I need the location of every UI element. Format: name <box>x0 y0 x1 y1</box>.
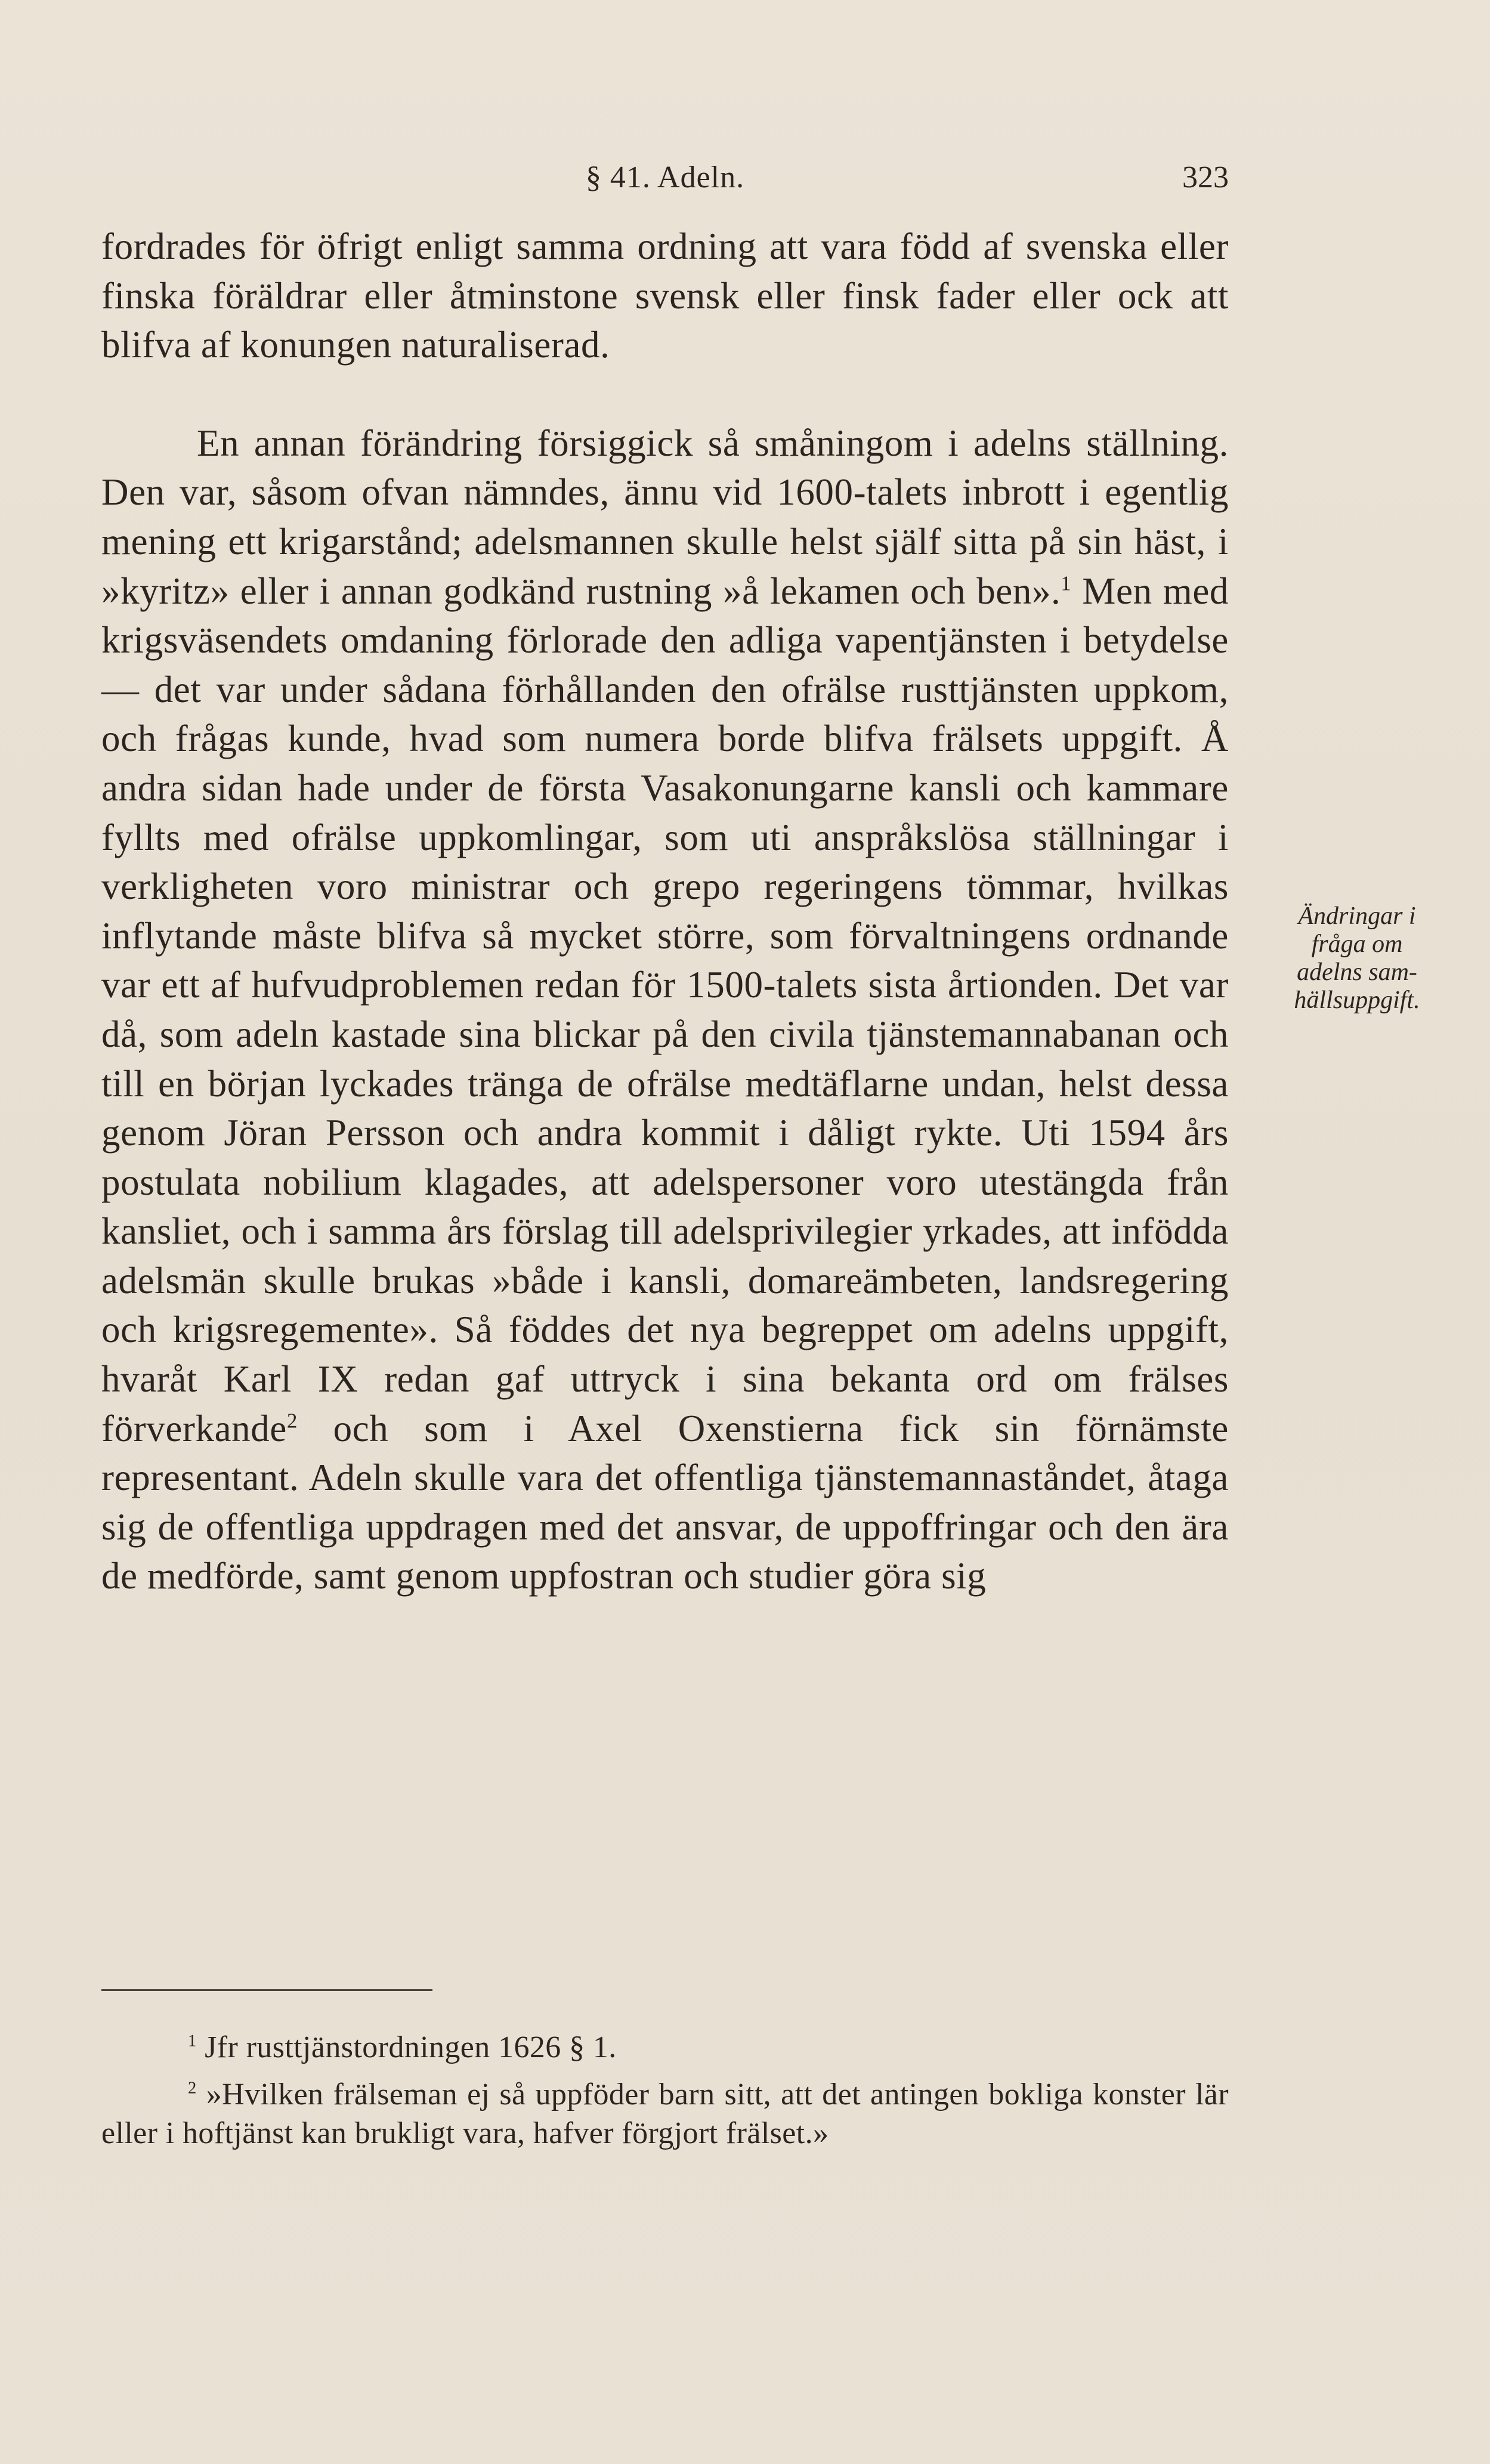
main-text <box>101 222 1229 1601</box>
footnotes <box>101 2028 1229 2161</box>
running-head <box>101 160 1229 208</box>
margin-note-line: hällsuppgift. <box>1294 987 1420 1014</box>
footnote-ref-1[interactable]: 1 <box>1061 572 1072 595</box>
footnote-text-2: »Hvilken frälseman ej så uppföder barn sitt, att det antingen bokliga konster lär eller i hoftjänst kan brukligt vara, hafver förgjort frälset.» <box>101 2077 1229 2150</box>
paragraph-text-part-3: och som i Axel Oxenstierna fick sin förnämste representant. Adeln skulle vara det offentliga tjänstemannaståndet, åtaga sig de offentliga uppdragen med det ansvar, de uppoffringar och den ära de medförde, samt genom uppfostran och studier göra sig <box>101 1407 1229 1597</box>
paragraph-text-part-1: En annan förändring försiggick så småningom i adelns ställning. Den var, såsom ofvan nämndes, ännu vid 1600-talets inbrott i egentlig mening ett krigarstånd; adelsmannen skulle helst själf sitta på sin häst, i »kyritz» eller i annan godkänd rustning »å lekamen och ben». <box>101 422 1229 612</box>
footnote-2 <box>101 2075 1229 2153</box>
footnote-ref-2[interactable]: 2 <box>286 1409 298 1433</box>
paragraph-continued: fordrades för öfrigt enligt samma ordning att vara född af svenska eller finska föräldrar eller åtminstone svensk eller finsk fader eller ock att blifva af konungen naturaliserad. <box>101 225 1229 366</box>
margin-note-line: fråga om <box>1311 930 1403 958</box>
paragraph-text-part-2: Men med krigsväsendets omdaning förlorade den adliga vapentjänsten i betydelse — det var under sådana förhållanden den ofrälse rusttjänsten uppkom, och frågas kunde, hvad som numera borde blifva frälsets uppgift. Å andra sidan hade under de första Vasakonungarne kansli och kammare fyllts med ofrälse uppkomlingar, som uti anspråkslösa ställningar i verkligheten voro ministrar och grepo regeringens tömmar, hvilkas inflytande måste blifva så mycket större, som förvaltningens ordnande var ett af hufvudproblemen redan för 1500-talets sista årtionden. Det var då, som adeln kastade sina blickar på den civila tjänstemannabanan och till en början lyckades tränga de ofrälse medtäflarne undan, helst dessa genom Jöran Persson och andra kommit i dåligt rykte. Uti 1594 års postulata nobilium klagades, att adelspersoner voro utestängda från kansliet, och i samma års förslag till adelsprivilegier yrkades, att infödda adelsmän skulle brukas »både i kansli, domareämbeten, landsregering och krigsregemente». Så föddes det nya begreppet om adelns uppgift, hvaråt Karl IX redan gaf uttryck i sina bekanta ord om frälses förverkande <box>101 570 1229 1449</box>
footnote-marker-1: 1 <box>188 2032 197 2051</box>
paragraph-adelns-stallning <box>101 419 1229 1601</box>
margin-note-line: adelns sam- <box>1297 959 1417 986</box>
footnote-1 <box>101 2028 1229 2067</box>
page-number: 323 <box>1182 160 1229 194</box>
footnote-text-1: Jfr rusttjänstordningen 1626 § 1. <box>205 2030 617 2064</box>
footnote-divider <box>101 1989 432 1991</box>
margin-note-line: Ändringar i <box>1298 902 1416 930</box>
margin-note <box>1244 902 1470 1015</box>
footnote-marker-2: 2 <box>188 2079 197 2098</box>
running-head-title: § 41. Adeln. <box>585 160 745 194</box>
